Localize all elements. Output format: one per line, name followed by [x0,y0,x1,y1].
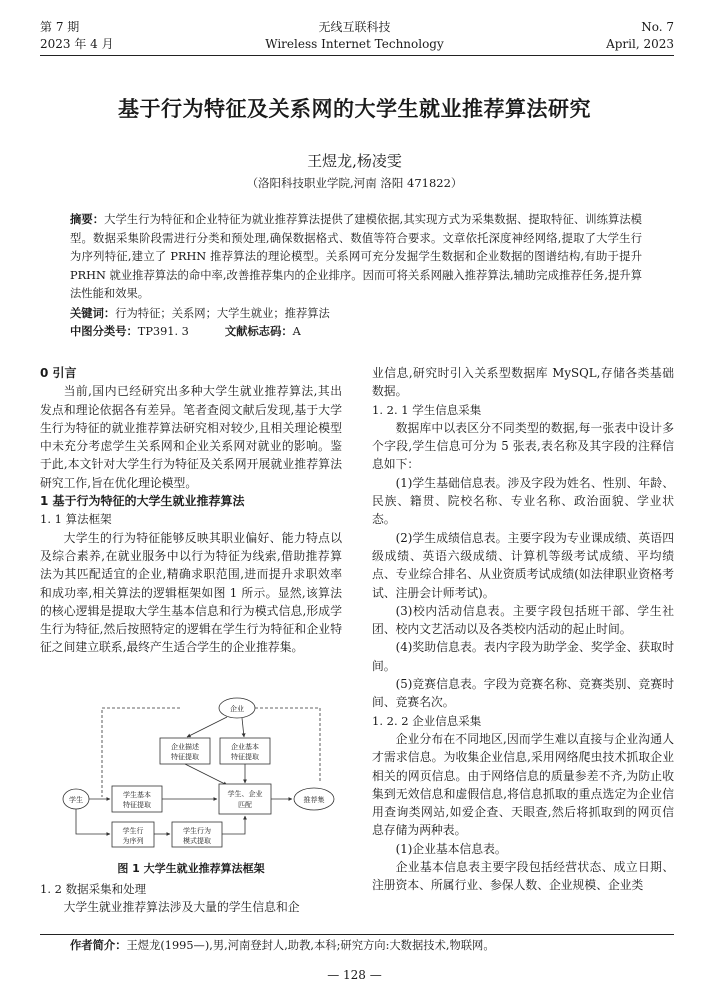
figure-1-diagram [62,695,342,850]
keywords-text: 行为特征；关系网；大学生就业；推荐算法 [115,307,330,320]
arrow [187,717,227,737]
author-bio-label: 作者简介： [70,939,127,952]
clc-label: 中图分类号： [70,325,138,338]
doc-code-label: 文献标志码： [224,325,293,338]
node-match-label-1: 学生、企业 [227,790,263,798]
abstract-text: 大学生行为特征和企业特征为就业推荐算法提供了建模依据,其实现方式为采集数据、提取特征、训练算法模型。数据采集阶段需进行分类和预处理,确保数据格式、数值等符合要求。文章依托深度神经网络,提取了大学生行为序列特征,建立了 PRHN 推荐算法的理论模型。关系网可充分发掘学生数据和企业数据的图谱结构,有助于提升 PRHN 就业推荐算法的命中率,改善推荐集内的企业排序。因而可将关系网融入推荐算法,辅助完成推荐任务,提升算法性能和效果。 [70,213,642,301]
paper-authors: 王煜龙,杨凌雯 [307,152,402,170]
node-result-label: 推荐集 [303,796,325,804]
section-1-2-paragraph: 大学生就业推荐算法涉及大量的学生信息和企 [63,900,300,915]
section-1-1-paragraph: 大学生的行为特征能够反映其职业偏好、能力特点以及综合素养,在就业服务中以行为特征为线索,借助推荐算法为其匹配适宜的企业,精确求职范围,进而提升求职效率和成功率,相关算法的逻辑框架如图 1 所示。显然,该算法的核心逻辑是提取大学生基本信息和行为模式信息,形成学生行为特征,然后按照特定的逻辑在学生行为特征和企业特征之间建立联系,最终产生适合学生的企业推荐集。 [40,530,342,655]
list-item: (1)企业基本信息表。 [395,841,507,856]
node-ent-basic-label-2: 特征提取 [231,753,259,761]
section-1-2-2-paragraph: 企业分布在不同地区,因而学生难以直接与企业沟通人才需求信息。为收集企业信息,采用网络爬虫技术抓取企业相关的网页信息。由于网络信息的质量参差不齐,为防止收集到无效信息和虚假信息,将信息抓取的重点选定为企业信用查询类网站,如爱企查、天眼查,然后将抓取到的网页信息存储为两种表。 [372,731,674,838]
classification [70,323,301,339]
header-date-en: April, 2023 [606,37,674,51]
footnote-rule [40,934,674,935]
paper-title: 基于行为特征及关系网的大学生就业推荐算法研究 [118,97,591,121]
arrow [242,718,244,737]
figure-1-caption: 图 1 大学生就业推荐算法框架 [117,862,265,875]
abstract-label: 摘要： [70,213,105,226]
section-1-2-1-paragraph: 数据库中以表区分不同类型的数据,每一张表中设计多个字段,学生信息可分为 5 张表,表名称及其字段的注释信息如下： [372,420,674,472]
header-rule [40,55,674,56]
abstract [70,211,642,304]
left-column [40,364,342,657]
header-issue-en: No. 7 [641,20,674,34]
header-journal-cn: 无线互联科技 [318,20,391,34]
list-item: (1)学生基础信息表。涉及字段为姓名、性别、年龄、民族、籍贯、院校名称、专业名称、政治面貌、学业状态。 [372,475,674,527]
arrow [222,816,245,834]
clc-code: TP391. 3 [137,325,189,338]
node-seq-label-1: 学生行 [122,827,144,835]
list-item: (4)奖助信息表。表内字段为助学金、奖学金、获取时间。 [372,640,674,673]
node-ent-desc-label-2: 特征提取 [171,753,199,761]
author-bio-text: 王煜龙(1995—),男,河南登封人,助教,本科;研究方向:大数据技术,物联网。 [126,939,495,952]
section-1-1-title: 1. 1 算法框架 [40,512,112,527]
node-seq-label-2: 为序列 [122,837,144,845]
node-match-label-2: 匹配 [238,801,252,809]
node-stu-basic-label-1: 学生基本 [123,791,151,799]
section-0-paragraph: 当前,国内已经研究出多种大学生就业推荐算法,其出发点和理论依据各有差异。笔者查阅文献后发现,基于大学生行为特征的就业推荐算法研究相对较少,且相关理论模型中未充分考虑学生关系网和企业关系网对就业的影响。鉴于此,本文针对大学生行为特征及关系网开展就业推荐算法研究工作,旨在优化理论模型。 [40,384,342,490]
doc-code: A [292,325,301,338]
node-ent-desc-label-1: 企业描述 [171,743,199,751]
section-1-2-title: 1. 2 数据采集和处理 [40,882,147,896]
right-column [372,364,674,895]
author-bio [70,937,495,953]
list-item: (3)校内活动信息表。主要字段包括班干部、学生社团、校内文艺活动以及各类校内活动的起止时间。 [372,603,674,637]
keywords [70,305,330,321]
section-1-title: 1 基于行为特征的大学生就业推荐算法 [40,494,245,509]
list-item: (5)竞赛信息表。字段为竞赛名称、竞赛类别、竞赛时间、竞赛名次。 [372,677,674,710]
keywords-label: 关键词： [70,307,116,320]
list-item: (2)学生成绩信息表。主要字段为专业课成绩、英语四级成绩、英语六级成绩、计算机等级考试成绩、平均绩点、专业综合排名、从业资质考试成绩(如法律职业资格考试、注册会计师考试)。 [372,530,674,600]
node-stu-basic-label-2: 特征提取 [123,801,151,809]
node-beh-label-2: 模式提取 [183,837,211,845]
right-intro: 业信息,研究时引入关系型数据库 MySQL,存储各类基础数据。 [372,366,674,399]
node-match [219,784,271,814]
page-number: — 128 — [327,968,382,982]
node-beh-label-1: 学生行为 [183,827,211,835]
section-0-title: 0 引言 [40,366,77,380]
paper-affiliation: （洛阳科技职业学院,河南 洛阳 471822） [246,176,463,190]
node-enterprise-label: 企业 [230,705,244,713]
arrow [76,809,110,834]
right-last-paragraph: 企业基本信息表主要字段包括经营状态、成立日期、注册资本、所属行业、参保人数、企业规模、企业类 [372,860,674,893]
section-1-2-2-title: 1. 2. 2 企业信息采集 [372,713,482,728]
header-journal-en: Wireless Internet Technology [265,37,444,51]
section-1-2-1-title: 1. 2. 1 学生信息采集 [372,402,482,417]
arrow [185,764,227,785]
left-column-bottom [40,880,342,917]
header-issue-cn: 第 7 期 [40,20,80,34]
header-date-cn: 2023 年 4 月 [40,37,114,51]
node-student-label: 学生 [69,796,83,804]
node-ent-basic-label-1: 企业基本 [231,743,259,751]
